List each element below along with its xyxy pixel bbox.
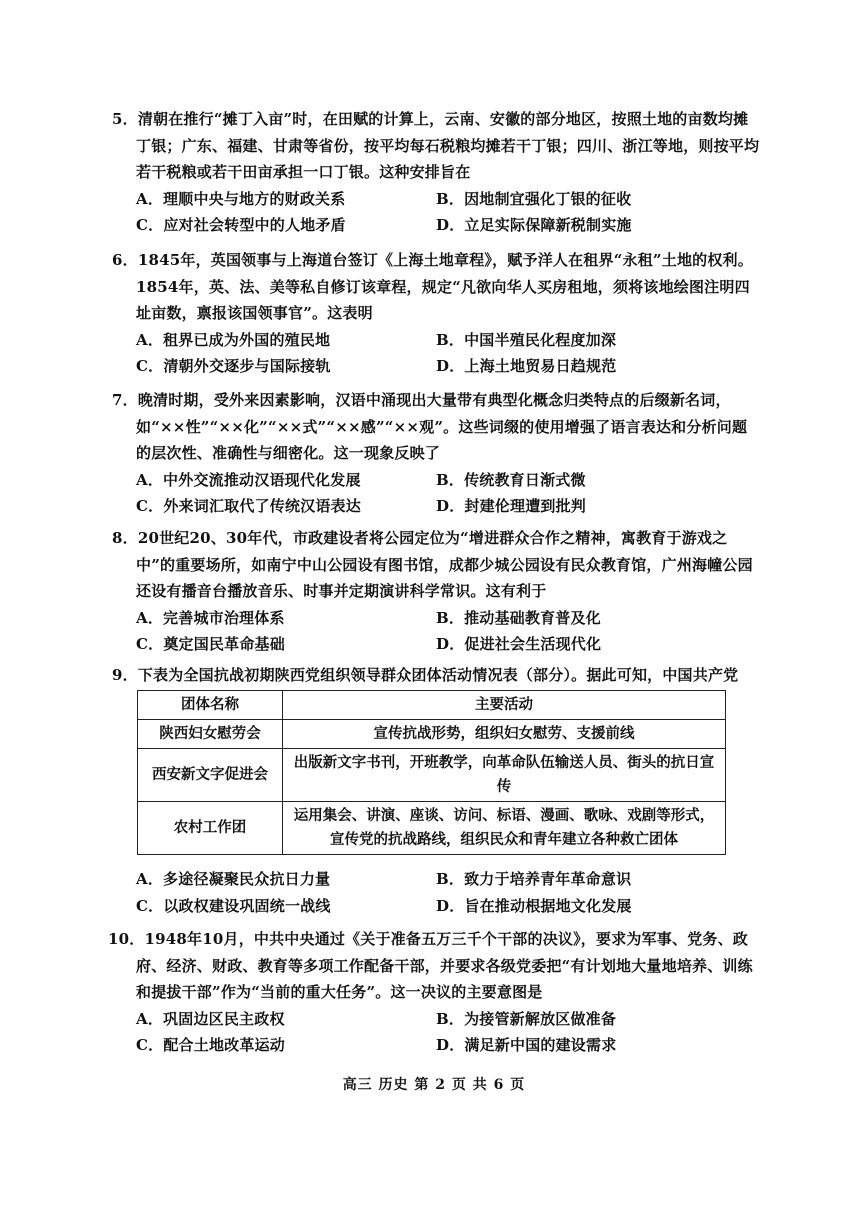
option-a: A．中外交流推动汉语现代化发展 <box>136 470 361 489</box>
option-a: A．完善城市治理体系 <box>136 608 285 627</box>
table-cell: 出版新文字书刊，开班教学，向革命队伍输送人员、街头的抗日宣传 <box>283 749 726 802</box>
question-stem: 7．晚清时期，受外来因素影响，汉语中涌现出大量带有典型化概念归类特点的后缀新名词，如“××性”“××化”“××式”“××感”“××观”。这些词缀的使用增强了语言表达和分析问题的层次性、准确性与细密化。这一现象反映了 <box>112 391 748 462</box>
option-d: D．封建伦理遭到批判 <box>436 497 587 515</box>
options <box>112 866 762 919</box>
option-c: C．外来词汇取代了传统汉语表达 <box>136 497 361 515</box>
option-a: A．巩固边区民主政权 <box>136 1009 285 1028</box>
question-stem: 8．20世纪20、30年代，市政建设者将公园定位为“增进群众合作之精神，寓教育于游戏之中”的重要场所，如南宁中山公园设有图书馆，成都少城公园设有民众教育馆，广州海幢公园还设有播音台播放音乐、时事并定期演讲科学常识。这有利于 <box>112 529 753 600</box>
page-footer: 高三 历史 第 2 页 共 6 页 <box>342 1077 526 1093</box>
question-9-options <box>112 866 762 919</box>
question-6 <box>112 247 762 380</box>
activity-table <box>137 690 726 855</box>
options <box>108 1006 758 1059</box>
option-c: C．清朝外交逐步与国际接轨 <box>136 357 331 375</box>
table-row <box>138 802 726 855</box>
option-c: C．以政权建设巩固统一战线 <box>136 896 331 915</box>
option-b: B．传统教育日渐式微 <box>436 470 586 489</box>
question-stem: 5．清朝在推行“摊丁入亩”时，在田赋的计算上，云南、安徽的部分地区，按照土地的亩数均摊丁银；广东、福建、甘肃等省份，按平均每石税粮均摊若干丁银；四川、浙江等地，则按平均若干税粮或若干田亩承担一口丁银。这种安排旨在 <box>112 110 760 181</box>
option-b: B．中国半殖民化程度加深 <box>436 330 617 349</box>
option-a: A．理顺中央与地方的财政关系 <box>136 189 346 208</box>
options <box>112 186 762 239</box>
option-b: B．因地制宜强化丁银的征收 <box>436 189 632 208</box>
table-cell: 运用集会、讲演、座谈、访问、标语、漫画、歌咏、戏剧等形式，宣传党的抗战路线，组织民众和青年建立各种救亡团体 <box>283 802 726 855</box>
options <box>112 327 762 380</box>
option-d: D．旨在推动根据地文化发展 <box>436 896 632 915</box>
option-d: D．促进社会生活现代化 <box>436 635 602 653</box>
option-d: D．立足实际保障新税制实施 <box>436 216 632 234</box>
option-c: C．奠定国民革命基础 <box>136 635 285 653</box>
table-row <box>138 720 726 749</box>
options <box>112 605 762 658</box>
table-header-cell: 主要活动 <box>283 691 726 720</box>
option-c: C．配合土地改革运动 <box>136 1036 285 1054</box>
table-header-cell: 团体名称 <box>138 691 283 720</box>
question-10 <box>108 926 758 1059</box>
option-b: B．推动基础教育普及化 <box>436 608 601 627</box>
table-cell: 宣传抗战形势，组织妇女慰劳、支援前线 <box>283 720 726 749</box>
table-cell: 西安新文字促进会 <box>138 749 283 802</box>
table-row <box>138 749 726 802</box>
question-stem: 6．1845年，英国领事与上海道台签订《上海土地章程》，赋予洋人在租界“永租”土地的权利。1854年，英、法、美等私自修订该章程，规定“凡欲向华人买房租地，须将该地绘图注明四址亩数，禀报该国领事官”。这表明 <box>112 251 753 322</box>
question-5 <box>112 106 762 239</box>
question-8 <box>112 525 762 658</box>
option-c: C．应对社会转型中的人地矛盾 <box>136 216 346 234</box>
option-b: B．致力于培养青年革命意识 <box>436 870 632 888</box>
option-b: B．为接管新解放区做准备 <box>436 1009 617 1028</box>
question-7 <box>112 387 762 520</box>
option-a: A．多途径凝聚民众抗日力量 <box>136 870 331 888</box>
question-9 <box>112 662 762 689</box>
table-cell: 陕西妇女慰劳会 <box>138 720 283 749</box>
options <box>112 467 762 520</box>
table-header-row <box>138 691 726 720</box>
question-stem: 10．1948年10月，中共中央通过《关于准备五万三千个干部的决议》，要求为军事、党务、政府、经济、财政、教育等多项工作配备干部，并要求各级党委把“有计划地大量地培养、训练和提拔干部”作为“当前的重大任务”。这一决议的主要意图是 <box>108 930 753 1001</box>
option-d: D．满足新中国的建设需求 <box>436 1036 617 1054</box>
question-stem: 9．下表为全国抗战初期陕西党组织领导群众团体活动情况表（部分）。据此可知，中国共产党 <box>112 666 739 684</box>
option-d: D．上海土地贸易日趋规范 <box>436 357 617 375</box>
table-cell: 农村工作团 <box>138 802 283 855</box>
option-a: A．租界已成为外国的殖民地 <box>136 330 331 349</box>
